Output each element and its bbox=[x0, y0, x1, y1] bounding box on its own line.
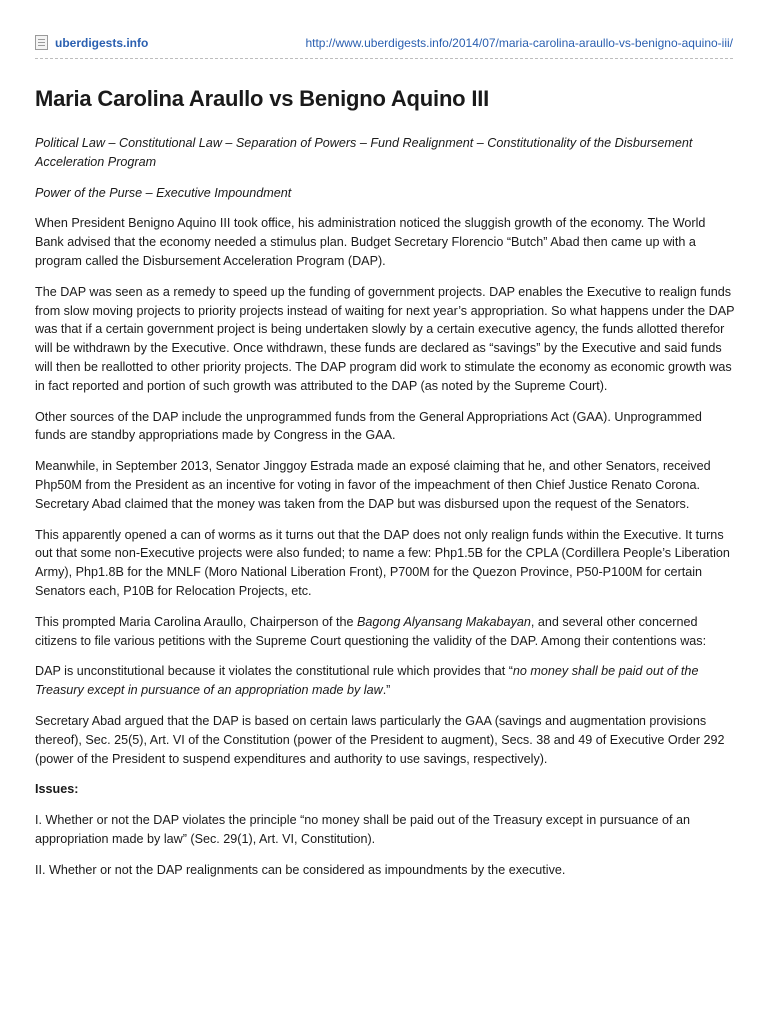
organization-name: Bagong Alyansang Makabayan bbox=[357, 614, 531, 629]
paragraph-4: Meanwhile, in September 2013, Senator Jinggoy Estrada made an exposé claiming that he, and other Senators, received Php50M from the President as an incentive for voting in favor of the impeachment of then Chief Justice Renato Corona. Secretary Abad claimed that the money was taken from the DAP but was disbursed upon the request of the Senators. bbox=[35, 459, 711, 511]
paragraph-2: The DAP was seen as a remedy to speed up the funding of government projects. DAP enables the Executive to realign funds from slow moving projects to priority projects instead of waiting for next year’s appropriation. So what happens under the DAP was that if a certain government project is being undertaken slowly by a certain executive agency, the funds allotted therefor will be withdrawn by the Executive. Once withdrawn, these funds are declared as “savings” by the Executive and said funds will then be reallotted to other priority projects. The DAP program did work to stimulate the economy as economic growth was in fact reported and portion of such growth was attributed to the DAP (as noted by the Supreme Court). bbox=[35, 284, 735, 393]
article-body bbox=[35, 86, 735, 892]
constitutional-quote: no money shall be paid out of the Treasury except in pursuance of an appropriation made by law bbox=[35, 664, 699, 698]
issue-1: I. Whether or not the DAP violates the principle “no money shall be paid out of the Treasury except in pursuance of an appropriation made by law” (Sec. 29(1), Art. VI, Constitution). bbox=[35, 813, 691, 846]
paragraph-6-text-start: This prompted Maria Carolina Araullo, Chairperson of the bbox=[35, 614, 357, 629]
paragraph-7-text-start: DAP is unconstitutional because it violates the constitutional rule which provides that “ bbox=[35, 664, 513, 679]
issues-heading: Issues: bbox=[35, 782, 79, 797]
paragraph-1: When President Benigno Aquino III took office, his administration noticed the sluggish growth of the economy. The World Bank advised that the economy needed a stimulus plan. Budget Secretary Florencio “Butch” Abad then came up with a program called the Disbursement Acceleration Program (DAP). bbox=[35, 216, 706, 268]
paragraph-6 bbox=[35, 613, 735, 651]
article-title: Maria Carolina Araullo vs Benigno Aquino III bbox=[35, 86, 490, 111]
source-url-link[interactable]: http://www.uberdigests.info/2014/07/maria-carolina-araullo-vs-benigno-aquino-iii/ bbox=[305, 36, 733, 50]
header-divider bbox=[35, 58, 733, 59]
site-name-link[interactable]: uberdigests.info bbox=[55, 36, 149, 50]
paragraph-7-text-end: .” bbox=[382, 683, 391, 698]
paragraph-6-text-end: , and several other concerned citizens to file various petitions with the Supreme Court questioning the validity of the DAP. Among their contentions was: bbox=[35, 614, 707, 648]
topic-line: Political Law – Constitutional Law – Separation of Powers – Fund Realignment – Constitutionality of the Disbursement Acceleration Program bbox=[35, 136, 693, 169]
paragraph-3: Other sources of the DAP include the unprogrammed funds from the General Appropriations Act (GAA). Unprogrammed funds are standby appropriations made by Congress in the GAA. bbox=[35, 409, 702, 443]
paragraph-7 bbox=[35, 662, 735, 700]
document-icon bbox=[35, 35, 48, 50]
paragraph-5: This apparently opened a can of worms as it turns out that the DAP does not only realign funds within the Executive. It turns out that some non-Executive projects were also funded; to name a few: Php1.5B for the CPLA (Cordillera People’s Liberation Army), Php1.8B for the MNLF (Moro National Liberation Front), P700M for the Quezon Province, P50-P100M for certain Senators each, P10B for Relocation Projects, etc. bbox=[35, 527, 730, 598]
subtopic-line: Power of the Purse – Executive Impoundment bbox=[35, 185, 292, 200]
page-header bbox=[35, 34, 733, 56]
issue-2: II. Whether or not the DAP realignments can be considered as impoundments by the executive. bbox=[35, 862, 566, 877]
paragraph-8: Secretary Abad argued that the DAP is based on certain laws particularly the GAA (savings and augmentation provisions thereof), Sec. 25(5), Art. VI of the Constitution (power of the President to augment), Secs. 38 and 49 of Executive Order 292 (power of the President to suspend expenditures and authority to use savings, respectively). bbox=[35, 713, 725, 766]
